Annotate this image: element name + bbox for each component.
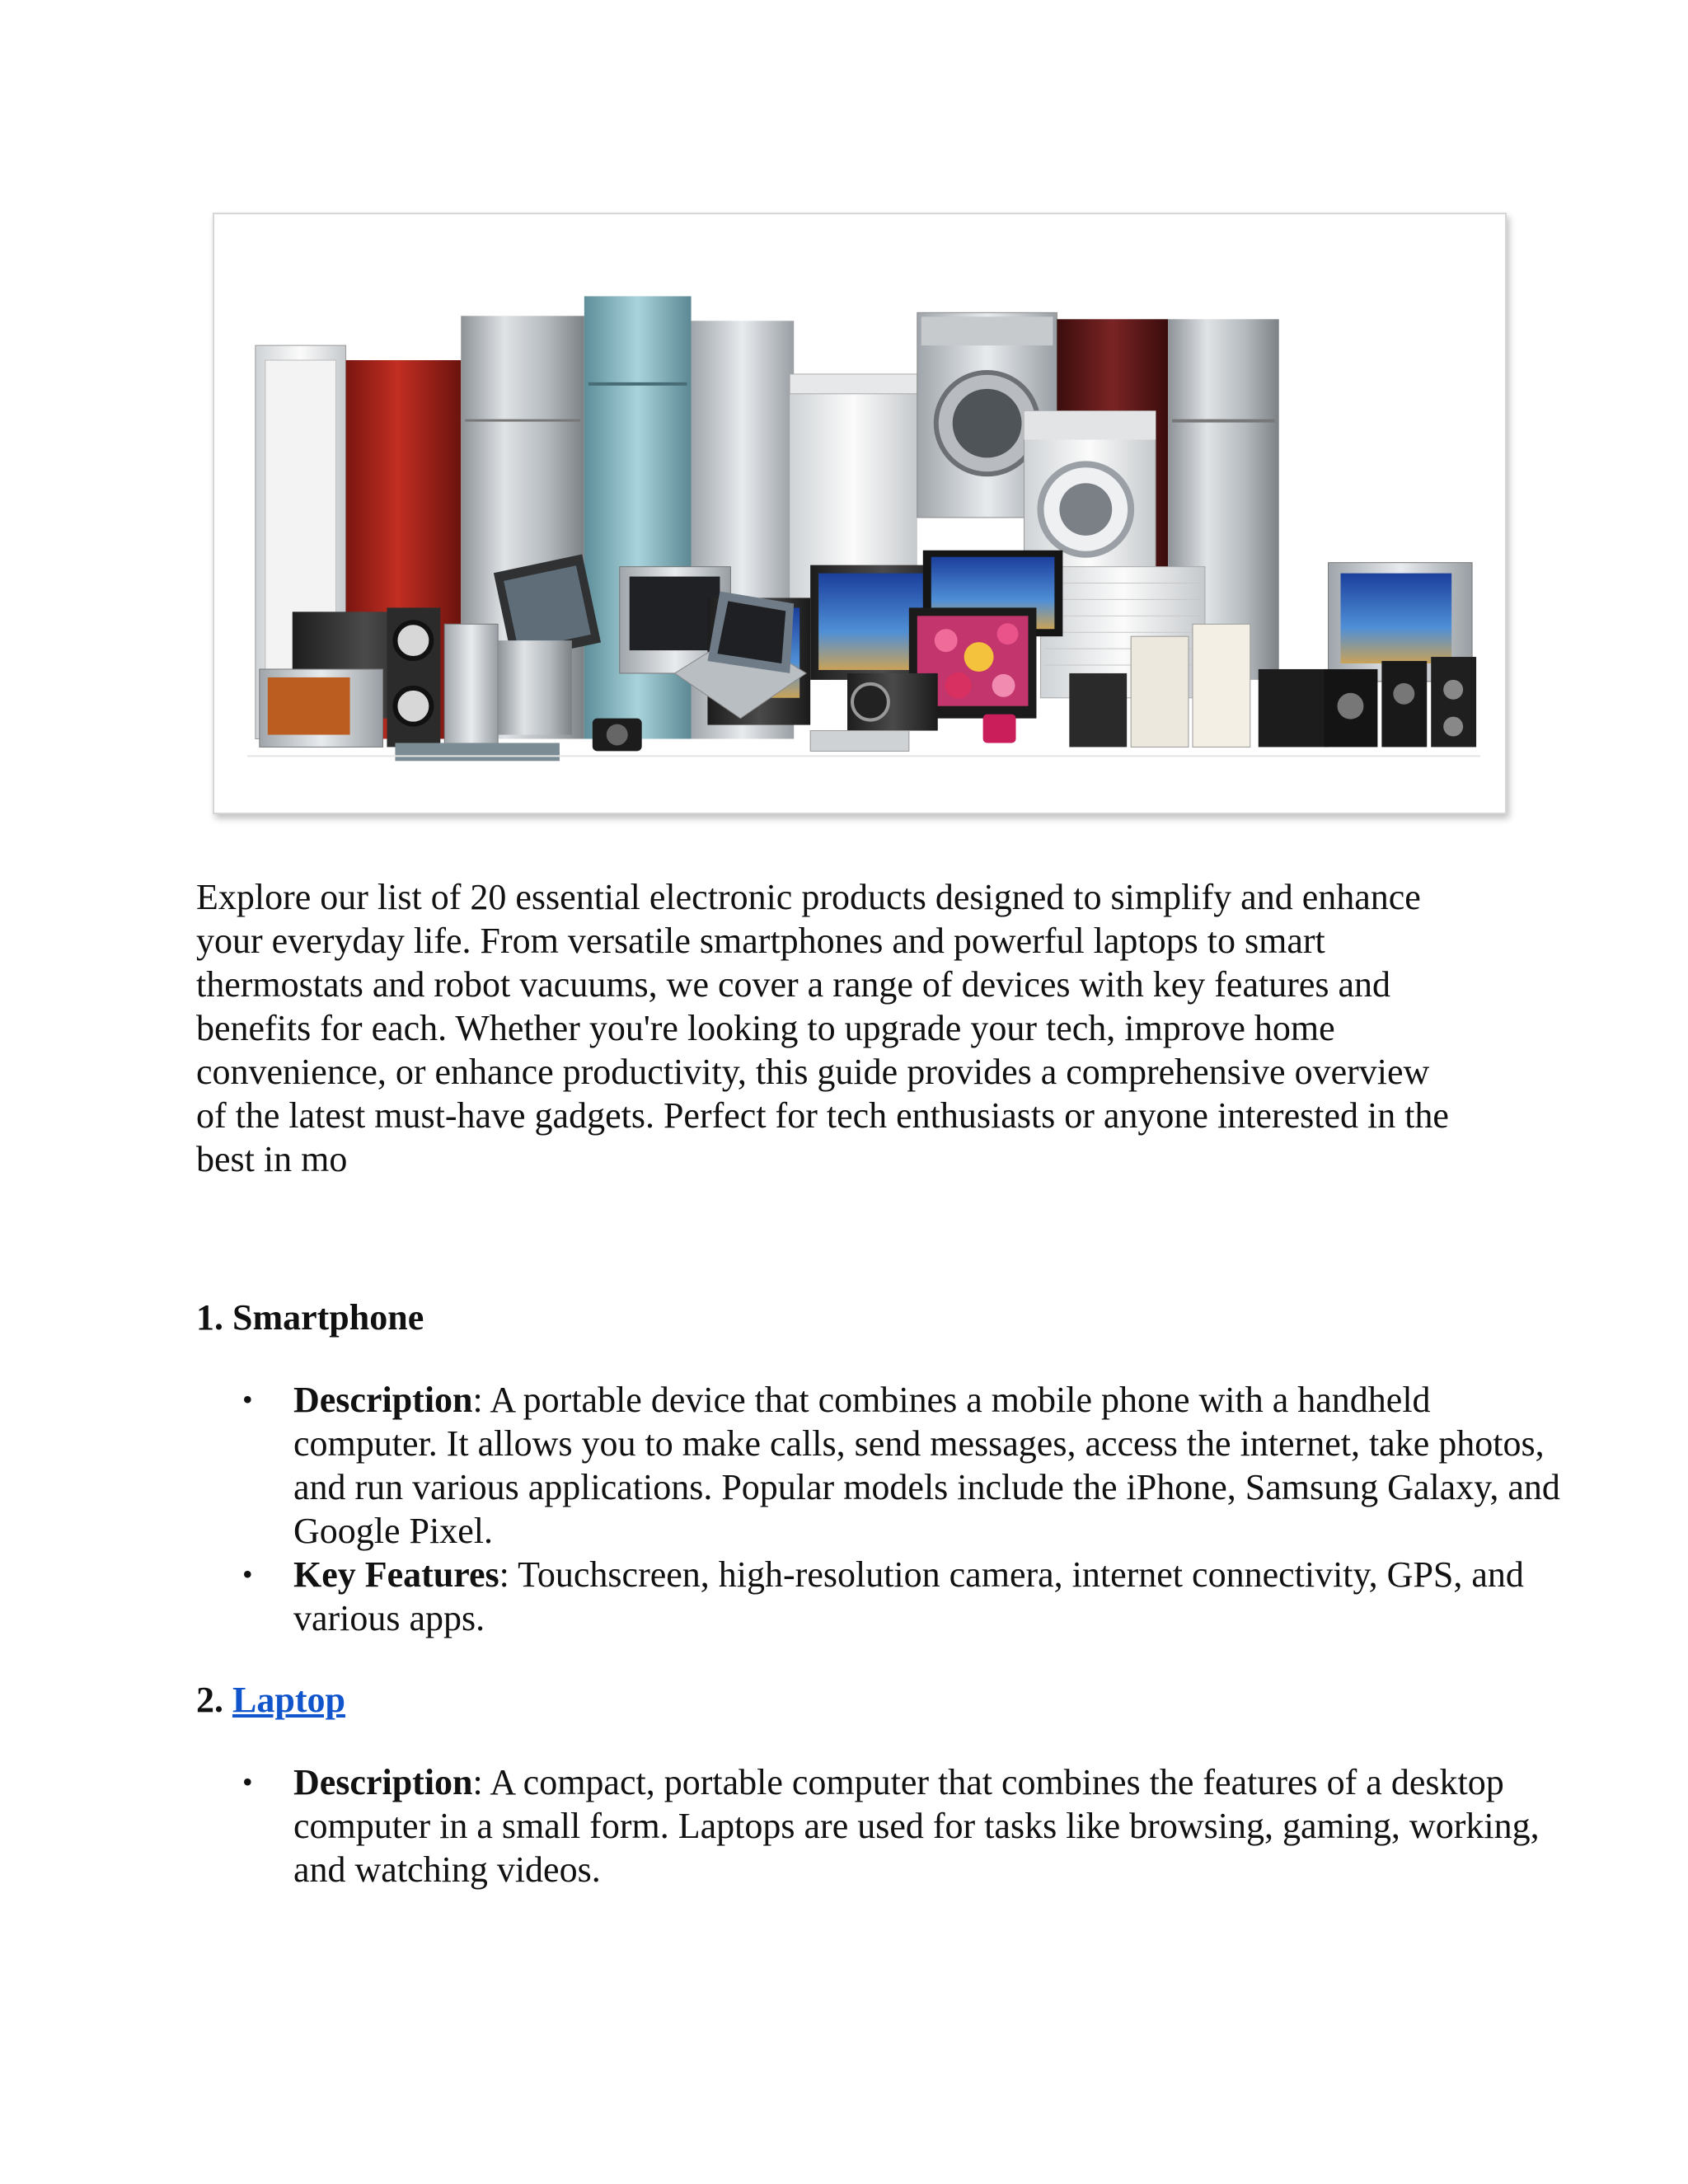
section-number: 2. [196, 1680, 223, 1720]
laptop-feature-list [196, 1760, 1579, 1891]
item-label: Description [293, 1762, 473, 1802]
laptop-link[interactable]: Laptop [232, 1680, 345, 1720]
item-text: : A portable device that combines a mobile phone with a handheld computer. It allows you to make calls, send messages, access the internet, take photos, and run various applications. Popular models include the iPhone, Samsung Galaxy, and Google Pixel. [293, 1380, 1560, 1551]
item-text: : A compact, portable computer that combines the features of a desktop computer in a small form. Laptops are used for tasks like browsing, gaming, working, and watching videos. [293, 1762, 1540, 1890]
bullet-icon: • [242, 1558, 253, 1591]
smartphone-feature-list [196, 1378, 1579, 1640]
section-heading-laptop [196, 1678, 345, 1722]
intro-paragraph: Explore our list of 20 essential electronic products designed to simplify and enhance your everyday life. From versatile smartphones and powerful laptops to smart thermostats and robot vacuums, we cover a range of devices with key features and benefits for each. Whether you're looking to upgrade your tech, improve home convenience, or enhance productivity, this guide provides a comprehensive overview of the latest must-have gadgets. Perfect for tech enthusiasts or anyone interested in the best in mo [196, 877, 1449, 1179]
section-heading-smartphone [196, 1296, 424, 1339]
section-title: Smartphone [232, 1297, 424, 1338]
bullet-icon: • [242, 1383, 253, 1416]
list-item [242, 1378, 1579, 1553]
section-number: 1. [196, 1297, 223, 1338]
item-label: Key Features [293, 1554, 499, 1595]
item-text: : Touchscreen, high-resolution camera, internet connectivity, GPS, and various apps. [293, 1554, 1524, 1638]
bullet-icon: • [242, 1765, 253, 1798]
list-item [242, 1553, 1579, 1640]
item-label: Description [293, 1380, 473, 1420]
hero-image [213, 213, 1507, 814]
appliances-illustration [214, 214, 1505, 813]
list-item [242, 1760, 1579, 1891]
